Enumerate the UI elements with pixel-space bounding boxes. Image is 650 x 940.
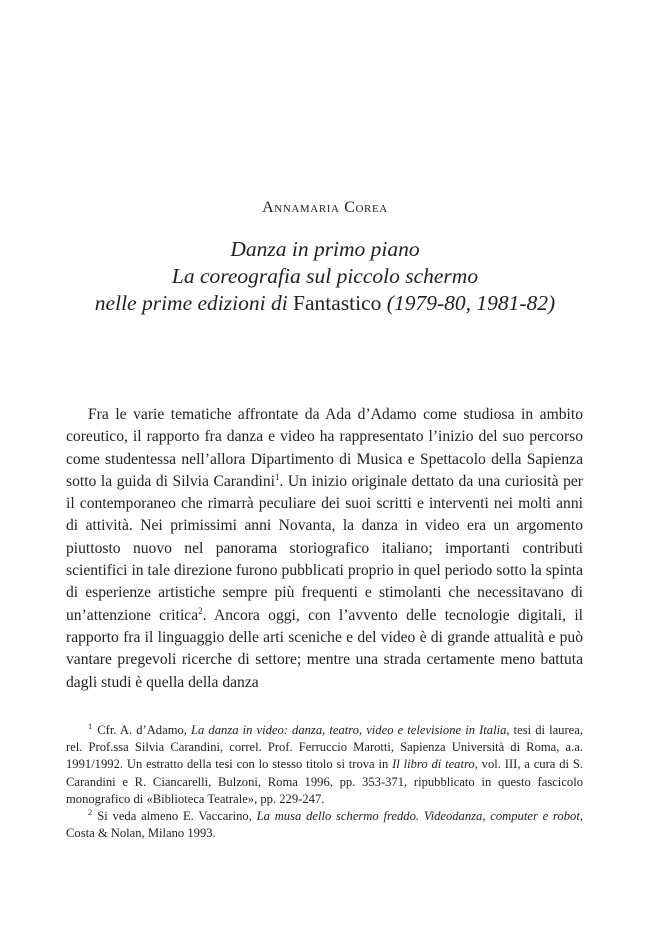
footnote-1-text-a: Cfr. A. d’Adamo,: [97, 723, 192, 737]
footnote-2-book-title: La musa dello schermo freddo. Videodanza, computer e robot: [256, 809, 580, 824]
title-line-3-years: (1979-80, 1981-82): [386, 291, 556, 315]
footnote-2-number: 2: [88, 806, 93, 817]
body-text-part-3: . Ancora oggi, con l’avvento delle tecnologie digitali, il rapporto fra il linguaggio delle arti sceniche e del video è di grande attualità e può vantare pregevoli ricerche di settore; mentre una strada certamente meno battuta dagli studi è quella della danza: [66, 606, 583, 691]
footnote-2-text-a: Si veda almeno E. Vaccarino,: [97, 809, 257, 824]
body-text-part-2: . Un inizio originale dettato da una curiosità per il contemporaneo che rimarrà peculiare dei suoi scritti e interventi nei molti anni di attività. Nei primissimi anni Novanta, la danza in video era un argomento piuttosto nuovo nel panorama storiografico italiano; importanti contributi scientifici in tale direzione furono pubblicati proprio in quel periodo sotto la spinta di esperienze artistiche sempre più frequenti e stimolanti che necessitavano di un’attenzione critica: [66, 472, 583, 624]
author-last-name: Corea: [344, 199, 388, 216]
article-title: [0, 236, 650, 317]
footnote-2: [66, 808, 583, 842]
title-line-1: Danza in primo piano: [230, 237, 420, 261]
author-name: [0, 199, 650, 217]
footnote-1-thesis-title: La danza in video: danza, teatro, video e televisione in Italia: [191, 723, 507, 737]
title-line-2: La coreografia sul piccolo schermo: [171, 264, 479, 288]
footnote-1-text-c: , tesi di laurea, rel. Prof.ssa Silvia Carandini, correl. Prof. Ferruccio Marotti, Sapienza Università di Roma, a.a. 1991/1992. Un estratto della tesi con lo stesso titolo si trova in: [66, 723, 583, 772]
title-line-3: [0, 290, 650, 317]
footnote-2-text-c: , Costa & Nolan, Milano 1993.: [66, 809, 583, 841]
body-paragraph: [66, 404, 583, 694]
body-text-part-1: Fra le varie tematiche affrontate da Ada d’Adamo come studiosa in ambito coreutico, il rapporto fra danza e video ha rappresentato l’inizio del suo percorso come studentessa nell’allora Dipartimento di Musica e Spettacolo della Sapienza sotto la guida di Silvia Carandini: [66, 406, 583, 490]
title-line-3-show-name: Fantastico: [293, 291, 382, 315]
footnote-ref-1[interactable]: 1: [274, 471, 280, 482]
title-line-3-italic: nelle prime edizioni di: [94, 291, 288, 315]
footnote-1: [66, 722, 583, 808]
author-first-name: Annamaria: [262, 199, 340, 216]
footnote-ref-2[interactable]: 2: [198, 605, 203, 616]
footnote-1-number: 1: [88, 720, 93, 731]
footnotes: [66, 722, 583, 842]
footnote-1-text-e: , vol. III, a cura di S. Carandini e R. Ciancarelli, Bulzoni, Roma 1996, pp. 353-371, ripubblicato in questo fascicolo monografico di «Biblioteca Teatrale», pp. 229-247.: [66, 757, 583, 806]
footnote-1-book-title: Il libro di teatro: [392, 757, 475, 772]
